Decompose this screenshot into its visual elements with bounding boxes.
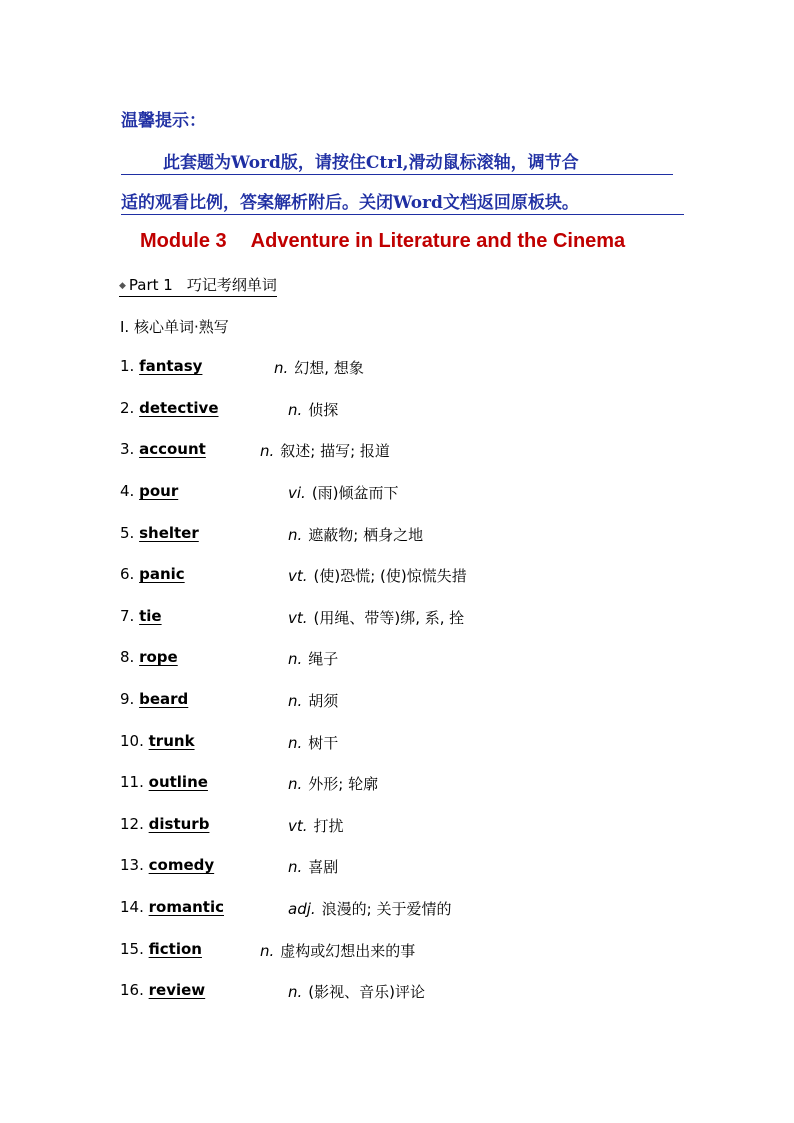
word-definition <box>288 607 464 628</box>
vocab-word: detective <box>139 399 219 417</box>
module-label: Module 3 <box>140 230 227 252</box>
part-of-speech: vt. <box>288 609 308 627</box>
vocab-word: trunk <box>148 732 195 750</box>
part-of-speech: n. <box>288 858 303 876</box>
vocab-word: review <box>148 981 206 999</box>
part-of-speech: n. <box>288 526 303 544</box>
meaning: (雨)倾盆而下 <box>311 484 399 502</box>
part-of-speech: n. <box>260 442 275 460</box>
meaning: 遮蔽物; 栖身之地 <box>308 526 424 544</box>
meaning: 胡须 <box>308 692 339 710</box>
item-number: 16. <box>120 981 144 999</box>
meaning: 侦探 <box>308 401 339 419</box>
part-title: 巧记考纲单词 <box>186 276 277 294</box>
part-of-speech: n. <box>288 401 303 419</box>
part-label: Part 1 <box>128 276 173 294</box>
list-item <box>120 981 680 1003</box>
meaning: (使)恐慌; (使)惊慌失措 <box>313 567 467 585</box>
tip-line-1: 此套题为Word版，请按住Ctrl,滑动鼠标滚轴，调节合 <box>121 148 673 175</box>
meaning: 叙述; 描写; 报道 <box>280 442 390 460</box>
section-title: Ⅰ. 核心单词·熟写 <box>120 318 229 336</box>
word-definition <box>288 524 423 545</box>
word-definition <box>288 399 338 420</box>
item-number: 6. <box>120 565 135 583</box>
list-item <box>120 399 680 421</box>
meaning: 浪漫的; 关于爱情的 <box>321 900 452 918</box>
tip-line-2: 适的观看比例，答案解析附后。关闭Word文档返回原板块。 <box>121 188 684 215</box>
word-definition <box>288 815 344 836</box>
vocab-word: pour <box>139 482 179 500</box>
part-of-speech: adj. <box>288 900 316 918</box>
item-number: 13. <box>120 856 144 874</box>
item-number: 8. <box>120 648 135 666</box>
item-number: 12. <box>120 815 144 833</box>
list-item <box>120 940 680 962</box>
item-number: 10. <box>120 732 144 750</box>
meaning: 虚构或幻想出来的事 <box>280 942 416 960</box>
meaning: (影视、音乐)评论 <box>308 983 425 1001</box>
meaning: 幻想, 想象 <box>294 359 364 377</box>
vocab-word: fantasy <box>139 357 203 375</box>
part-heading <box>119 274 277 297</box>
item-number: 14. <box>120 898 144 916</box>
list-item <box>120 815 680 837</box>
list-item <box>120 690 680 712</box>
part-of-speech: vt. <box>288 817 308 835</box>
part-of-speech: n. <box>288 650 303 668</box>
meaning: 绳子 <box>308 650 339 668</box>
vocab-word: beard <box>139 690 189 708</box>
vocab-word: account <box>139 440 206 458</box>
item-number: 15. <box>120 940 144 958</box>
vocab-word: panic <box>139 565 185 583</box>
item-number: 2. <box>120 399 135 417</box>
word-definition <box>288 482 399 503</box>
item-number: 9. <box>120 690 135 708</box>
part-of-speech: n. <box>288 734 303 752</box>
item-number: 7. <box>120 607 135 625</box>
word-definition <box>288 981 425 1002</box>
word-definition <box>260 940 415 961</box>
vocab-word: outline <box>148 773 208 791</box>
word-definition <box>260 440 390 461</box>
part-of-speech: vi. <box>288 484 306 502</box>
list-item <box>120 732 680 754</box>
word-definition <box>274 357 364 378</box>
list-item <box>120 898 680 920</box>
meaning: 喜剧 <box>308 858 339 876</box>
list-item <box>120 524 680 546</box>
module-title: Adventure in Literature and the Cinema <box>250 230 626 252</box>
list-item <box>120 357 680 379</box>
module-heading <box>140 230 625 253</box>
vocab-word: rope <box>139 648 178 666</box>
list-item <box>120 856 680 878</box>
meaning: 外形; 轮廓 <box>308 775 379 793</box>
list-item <box>120 773 680 795</box>
part-of-speech: n. <box>260 942 275 960</box>
vocab-word: fiction <box>148 940 202 958</box>
vocab-word: tie <box>139 607 162 625</box>
part-of-speech: vt. <box>288 567 308 585</box>
word-definition <box>288 732 338 753</box>
item-number: 5. <box>120 524 135 542</box>
vocab-word: disturb <box>148 815 210 833</box>
item-number: 1. <box>120 357 135 375</box>
item-number: 4. <box>120 482 135 500</box>
word-definition <box>288 690 338 711</box>
part-of-speech: n. <box>288 983 303 1001</box>
word-definition <box>288 898 451 919</box>
item-number: 3. <box>120 440 135 458</box>
vocab-word: romantic <box>148 898 224 916</box>
meaning: 树干 <box>308 734 339 752</box>
part-of-speech: n. <box>274 359 289 377</box>
meaning: (用绳、带等)绑, 系, 拴 <box>313 609 465 627</box>
list-item <box>120 607 680 629</box>
tip-title: 温馨提示： <box>121 111 206 131</box>
word-definition <box>288 773 378 794</box>
vocab-word: shelter <box>139 524 199 542</box>
item-number: 11. <box>120 773 144 791</box>
word-definition <box>288 856 338 877</box>
diamond-icon: ◆ <box>119 281 126 291</box>
part-of-speech: n. <box>288 775 303 793</box>
part-of-speech: n. <box>288 692 303 710</box>
list-item <box>120 482 680 504</box>
meaning: 打扰 <box>313 817 344 835</box>
list-item <box>120 648 680 670</box>
list-item <box>120 440 680 462</box>
list-item <box>120 565 680 587</box>
word-definition <box>288 565 467 586</box>
word-definition <box>288 648 338 669</box>
vocab-word: comedy <box>148 856 215 874</box>
